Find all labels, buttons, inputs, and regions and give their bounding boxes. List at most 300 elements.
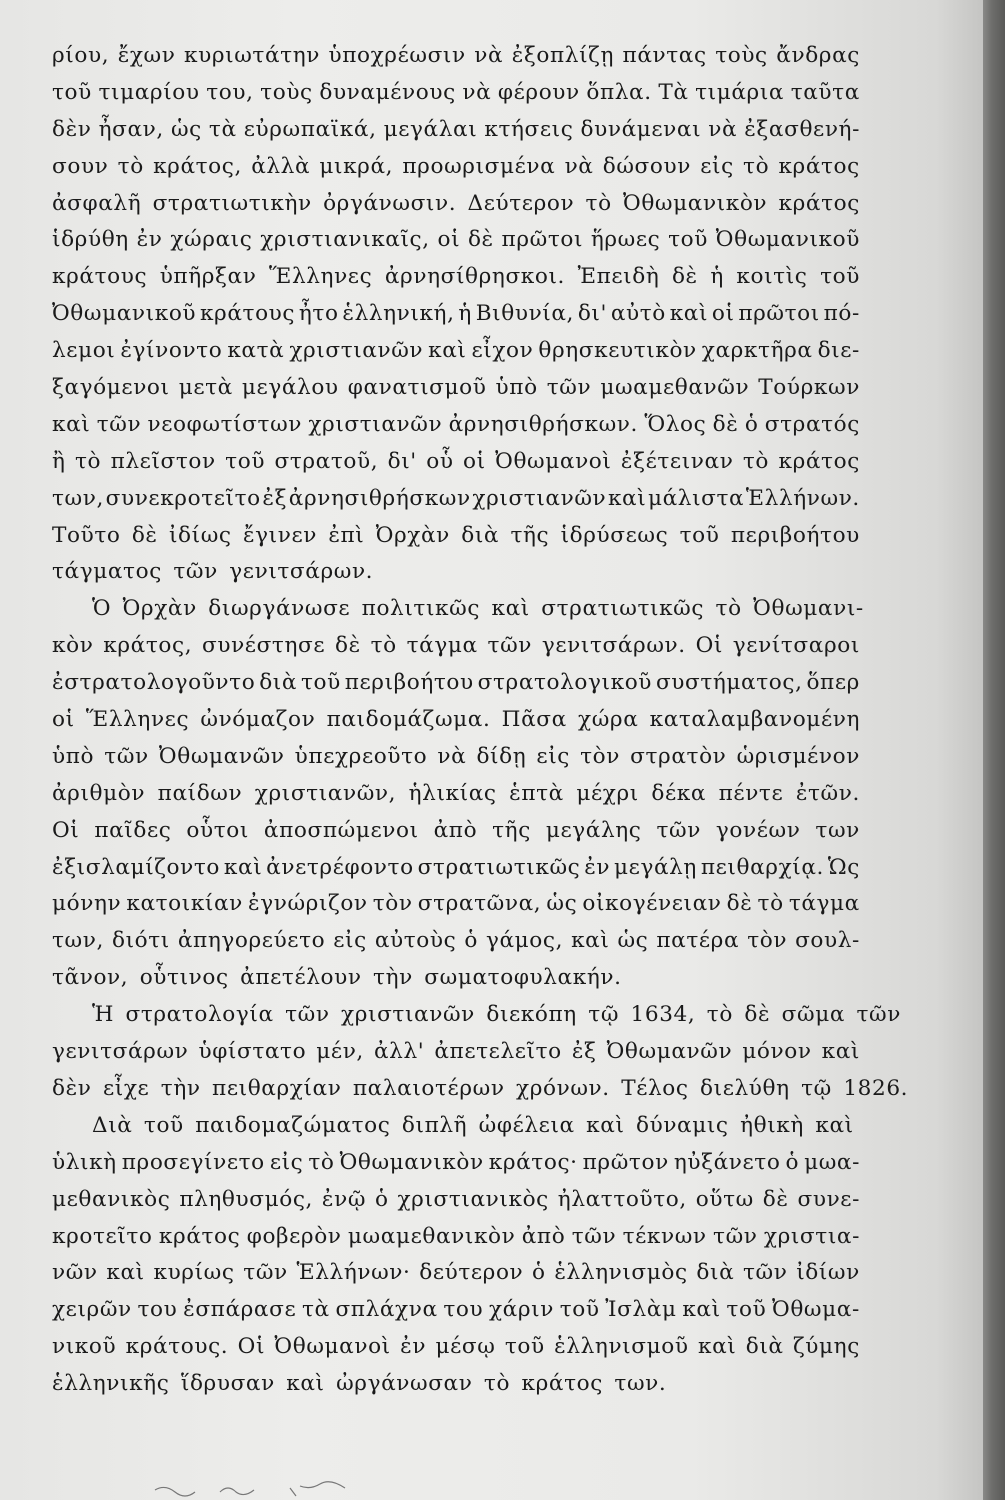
text-line	[52, 850, 860, 887]
word: ὑφίστατο	[198, 1039, 307, 1065]
text-line	[52, 518, 860, 555]
word: προσεγίνετο	[121, 1149, 265, 1175]
word: Ὀθωμανοὶ	[495, 448, 612, 474]
word: ὑποχρέωσιν	[328, 43, 466, 68]
word: δυναμένους	[319, 79, 456, 105]
text-line	[52, 739, 860, 776]
handwriting-marks	[150, 1478, 400, 1498]
text-line	[52, 333, 860, 370]
word: ἀπὸ	[521, 1223, 566, 1249]
text-line	[52, 1329, 860, 1366]
word: κὸν	[52, 633, 94, 659]
word: ἐξ	[571, 1039, 597, 1065]
word: τοῦ	[668, 227, 709, 253]
word: καὶ	[571, 928, 610, 954]
word: τὰ	[301, 1297, 330, 1323]
word: τὸ	[308, 1149, 335, 1175]
word: τῶν	[571, 1223, 617, 1249]
word: ἀπετελεῖτο	[434, 1039, 562, 1065]
word: ἔγινεν	[242, 522, 317, 548]
word: ὡς	[617, 928, 649, 954]
word: τῶν	[96, 411, 142, 437]
word: εἰς	[536, 743, 570, 769]
text-line	[52, 1034, 860, 1071]
word: διὰ	[745, 1334, 784, 1360]
word: εὐρωπαϊκά,	[243, 116, 377, 142]
word: δὲ	[131, 522, 158, 548]
text-line	[52, 702, 860, 739]
word: ἡλικίας	[408, 780, 497, 806]
word: ρίου,	[52, 43, 110, 68]
word: εἰς	[269, 1149, 304, 1175]
word: στρατὸν	[630, 743, 727, 769]
text-line	[52, 1292, 860, 1329]
word: μωαμεθανικὸν	[347, 1223, 516, 1249]
text-line-paragraph-start: Ὁ Ὀρχὰν διωργάνωσε πολιτικῶς καὶ στρατιωτικῶς τὸ Ὀθωμανι-	[92, 596, 864, 622]
word: οἱ	[463, 448, 486, 474]
word: ἐν	[400, 1334, 427, 1360]
text-line	[52, 813, 860, 850]
word: κοιτὶς	[736, 264, 808, 290]
word: Ὀθωμανῶν	[158, 743, 285, 769]
text-line-paragraph-start: Διὰ τοῦ παιδομαζώματος διπλῆ ὠφέλεια καὶ δύναμις ἠθικὴ καὶ	[92, 1112, 854, 1138]
word: ὡρισμένον	[736, 743, 860, 769]
word: νῶν	[52, 1260, 98, 1286]
word: μεγάλῃ	[614, 854, 697, 880]
word: τῶν	[743, 1260, 788, 1286]
word: μεθανικὸς	[52, 1186, 171, 1212]
text-line	[52, 628, 860, 665]
text-line	[52, 407, 860, 444]
word: Ὀθωμα-	[772, 1297, 860, 1323]
word: γενιτσάρων.	[541, 633, 686, 659]
word: εἶχον	[471, 338, 534, 364]
word: Ἕλληνες	[85, 707, 190, 733]
word: ἐτῶν.	[795, 780, 860, 806]
word: ἐγνώριζον	[248, 891, 368, 917]
text-line	[52, 296, 860, 333]
text-line	[52, 444, 860, 481]
word: δὲ	[467, 227, 494, 253]
word: κτήσεις	[484, 116, 574, 142]
word: ἰδίως	[168, 522, 232, 548]
word: ἐξοπλίζῃ	[511, 43, 614, 68]
word: ἀριθμὸν	[52, 780, 146, 806]
word: τῶν	[713, 1223, 758, 1249]
word: κράτους	[52, 264, 148, 290]
word: ὁ	[744, 411, 759, 437]
word: τὸ	[117, 153, 144, 179]
word: Ὀθωμανικοῦ	[52, 301, 197, 327]
word: γενιτσάρων	[52, 1039, 189, 1065]
word: τοῦ	[504, 1334, 545, 1360]
word: ἀλλ'	[373, 1039, 425, 1065]
word: Τοῦτο	[52, 522, 121, 548]
text-line	[52, 1219, 860, 1256]
word: οὕτω	[695, 1186, 754, 1212]
word: πρῶτον	[582, 1149, 669, 1175]
word: ὠνόμαζον	[200, 707, 316, 733]
text-line-paragraph-end: τᾶνον, οὗτινος ἀπετέλουν τὴν σωματοφυλακήν.	[52, 965, 622, 991]
word: μεγάλου	[241, 375, 339, 401]
word: γάμος,	[485, 928, 564, 954]
word: καὶ	[821, 1039, 860, 1065]
word: τῶν	[656, 817, 701, 843]
word: Οἱ	[695, 633, 723, 659]
word: δι'	[387, 448, 417, 474]
word: διὰ	[696, 1260, 735, 1286]
word: καταλαμβανομένη	[649, 707, 860, 733]
word: οὗ	[426, 448, 454, 474]
word: των,	[52, 928, 104, 954]
word: του	[137, 1297, 178, 1323]
word: νὰ	[564, 153, 594, 179]
text-line	[52, 1145, 860, 1182]
word: ὑλικὴ	[52, 1149, 117, 1175]
word: Ὡς	[827, 854, 860, 880]
word: δὲ	[726, 891, 753, 917]
word: δὲ	[762, 1186, 789, 1212]
word: κράτους.	[125, 1334, 229, 1360]
word: Ὀθωμανικὸν	[339, 1149, 484, 1175]
word: δυνάμεναι	[580, 116, 702, 142]
word: νὰ	[708, 116, 738, 142]
word: συστήματος,	[655, 670, 803, 696]
word: ἐξ	[262, 485, 288, 511]
word: Ὀθωμανικὸν	[623, 190, 768, 216]
word: Τούρκων	[758, 375, 860, 401]
word: αὐτοὺς	[374, 928, 457, 954]
word: ζύμης	[793, 1334, 860, 1360]
word: ἀρνησιθρήσκων.	[448, 411, 638, 437]
word: ξαγόμενοι	[52, 375, 170, 401]
word: συνέστησε	[202, 633, 326, 659]
word: ἐσπάρασε	[183, 1297, 297, 1323]
word: τάγμα	[788, 891, 860, 917]
word: μεγάλης	[545, 817, 642, 843]
word: ἀπηγορεύετο	[177, 928, 326, 954]
word: διὰ	[461, 522, 500, 548]
word: ἀποσπώμενοι	[263, 817, 419, 843]
word: ὅπερ	[806, 670, 860, 696]
text-line	[52, 38, 860, 75]
word: ὡς	[170, 116, 202, 142]
word: μόνον	[742, 1039, 812, 1065]
word: χειρῶν	[52, 1297, 132, 1323]
word: δὲ	[671, 264, 698, 290]
word: τὸ	[742, 448, 770, 474]
text-line	[52, 75, 860, 112]
word: Βιθυνία,	[475, 301, 575, 327]
word: ἐγίνοντο	[120, 338, 223, 364]
word: τὸν	[580, 743, 621, 769]
word: εἰς	[333, 928, 367, 954]
word: νὰ	[462, 79, 492, 105]
word: πληθυσμός,	[179, 1186, 313, 1212]
word: Ὀθωμανοὶ	[274, 1334, 391, 1360]
word: κράτος	[158, 1223, 241, 1249]
word: καὶ	[428, 338, 467, 364]
word: πάντας	[622, 43, 707, 68]
word: οἱ	[711, 301, 735, 327]
word: ὑπεχρεοῦτο	[294, 743, 428, 769]
word: ἑλληνική,	[342, 301, 455, 327]
word: τὸ	[585, 190, 612, 216]
word: πρῶτοι	[501, 227, 584, 253]
word: τιμαρίου	[98, 79, 200, 105]
word: ὁ	[785, 1149, 800, 1175]
word: χριστιανικαῖς,	[260, 227, 430, 253]
word: ἀπὸ	[433, 817, 478, 843]
word: ἑλληνισμὸς	[554, 1260, 688, 1286]
word: τοὺς	[260, 79, 313, 105]
word: κατοικίαν	[126, 891, 243, 917]
word: τέκνων	[622, 1223, 707, 1249]
word: χριστιανῶν	[289, 338, 424, 364]
word: δεύτερον	[419, 1260, 524, 1286]
word: μεγάλαι	[383, 116, 478, 142]
word: ἡ	[710, 264, 724, 290]
word: πρῶτοι	[738, 301, 820, 327]
word: χριστια-	[763, 1223, 860, 1249]
word: τὸν	[747, 928, 788, 954]
word: καὶ	[52, 411, 91, 437]
word: στρατολογικοῦ	[477, 670, 653, 696]
word: Δεύτερον	[467, 190, 575, 216]
word: στρατιωτικὴν	[152, 190, 312, 216]
word: συνεκροτεῖτο	[105, 485, 261, 511]
word: χριστιανῶν	[308, 411, 443, 437]
word: ἦτο	[298, 301, 339, 327]
word: ἀνετρέφοντο	[266, 854, 414, 880]
text-line	[52, 1255, 860, 1292]
word: Ἰσλὰμ	[605, 1297, 677, 1323]
word: νὰ	[437, 743, 467, 769]
word: οἱ	[52, 707, 75, 733]
word: ἱδρύθη	[52, 227, 129, 253]
word: τοῦ	[52, 79, 92, 105]
word: κυριωτάτην	[184, 43, 320, 68]
word: τῶν	[104, 743, 149, 769]
word: μάλιστα	[647, 485, 745, 511]
word: φέρουν	[497, 79, 580, 105]
word: σπλάχνα	[335, 1297, 438, 1323]
word: δὲ	[712, 411, 739, 437]
word: παιδομάζωμα.	[326, 707, 491, 733]
word: μέχρι	[576, 780, 639, 806]
word: μωα-	[804, 1149, 860, 1175]
word: διὰ	[259, 670, 298, 696]
word: ἄνδρας	[776, 43, 860, 68]
word: νικοῦ	[52, 1334, 117, 1360]
word: ἢ	[52, 448, 66, 474]
word: ἀλλὰ	[251, 153, 311, 179]
word: χώραις	[170, 227, 253, 253]
word: μωαμεθανῶν	[600, 375, 750, 401]
word: καὶ	[669, 301, 709, 327]
word: ὁ	[464, 928, 478, 954]
word: Πᾶσα	[501, 707, 567, 733]
word: καὶ	[697, 1334, 737, 1360]
word: τοὺς	[715, 43, 768, 68]
word: νὰ	[474, 43, 504, 68]
word: ἑλληνισμοῦ	[554, 1334, 689, 1360]
word: τὸ	[74, 448, 102, 474]
word: μικρά,	[319, 153, 394, 179]
word: ἠλαττοῦτο,	[557, 1186, 687, 1212]
word: κράτους	[199, 301, 296, 327]
word: ἐξέτειναν	[620, 448, 734, 474]
word: περιβοήτου	[730, 522, 860, 548]
word: ἐν	[584, 854, 611, 880]
word: στρατιωτικῶς	[417, 854, 581, 880]
text-line-paragraph-start: Ἡ στρατολογία τῶν χριστιανῶν διεκόπη τῷ 1634, τὸ δὲ σῶμα τῶν	[92, 1002, 901, 1028]
word: δι'	[577, 301, 608, 327]
word: ἀρνησίθρησκοι.	[384, 264, 566, 290]
word: κροτεῖτο	[52, 1223, 153, 1249]
word: ηὐξάνετο	[673, 1149, 781, 1175]
word: τῆς	[510, 522, 550, 548]
word: Ἐπειδὴ	[577, 264, 660, 290]
word: οὗτοι	[186, 817, 249, 843]
text-line-paragraph-end: τάγματος τῶν γενιτσάρων.	[52, 559, 374, 585]
word: πέντε	[718, 780, 784, 806]
word: χάριν	[488, 1297, 554, 1323]
word: νεοφωτίστων	[147, 411, 303, 437]
word: εἰς	[700, 153, 734, 179]
word: τῆς	[492, 817, 531, 843]
word: ὁ	[374, 1186, 389, 1212]
word: πειθαρχίᾳ.	[700, 854, 824, 880]
word: τὸ	[757, 891, 784, 917]
word: πατέρα	[656, 928, 740, 954]
word: κράτος	[778, 190, 860, 216]
word: ἐπὶ	[328, 522, 365, 548]
word: διότι	[111, 928, 170, 954]
word: γονέων	[715, 817, 801, 843]
word: σουλ-	[795, 928, 860, 954]
word: των	[815, 817, 860, 843]
word: συνε-	[797, 1186, 860, 1212]
word: Ὀθωμανικοῦ	[715, 227, 860, 253]
word: κράτος,	[153, 153, 242, 179]
word: τῶν	[487, 633, 533, 659]
text-line-paragraph-end: ἑλληνικῆς ἵδρυσαν καὶ ὠργάνωσαν τὸ κράτος των.	[52, 1371, 667, 1397]
word: τὸ	[370, 633, 397, 659]
text-line	[52, 370, 860, 407]
word: ὑπῆρξαν	[159, 264, 257, 290]
word: ὀργάνωσιν.	[323, 190, 457, 216]
word: μέσῳ	[435, 1334, 496, 1360]
text-line	[52, 149, 860, 186]
word: χριστιανῶν,	[254, 780, 397, 806]
word: κράτος	[778, 153, 860, 179]
text-line	[52, 776, 860, 813]
text-line	[52, 186, 860, 223]
word: λεμοι	[52, 338, 116, 364]
word: σουν	[52, 153, 109, 179]
word: Ἑλλήνων.	[745, 485, 860, 511]
text-line	[52, 481, 860, 518]
word: ἔχων	[117, 43, 176, 68]
word: τοῦ	[559, 1297, 600, 1323]
text-line	[52, 665, 860, 702]
word: θρησκευτικὸν	[538, 338, 697, 364]
word: μόνην	[52, 891, 122, 917]
word: οἱ	[437, 227, 461, 253]
word: δὲ	[335, 633, 361, 659]
word: τὰ	[208, 116, 237, 142]
word: Τὰ	[658, 79, 689, 105]
text-line	[52, 923, 860, 960]
text-line	[52, 886, 860, 923]
word: στρατοῦ,	[274, 448, 379, 474]
word: τοῦ	[679, 522, 720, 548]
word: μέν,	[316, 1039, 364, 1065]
word: Οἱ	[237, 1334, 266, 1360]
word: ἡ	[458, 301, 472, 327]
word: στρατός	[764, 411, 860, 437]
word: Ὀθωμανῶν	[606, 1039, 733, 1065]
word: τοῦ	[225, 448, 266, 474]
word: του	[443, 1297, 484, 1323]
word: τοῦ	[300, 670, 341, 696]
word: αὐτὸ	[610, 301, 666, 327]
word: κατὰ	[227, 338, 285, 364]
text-line	[52, 112, 860, 149]
word: κυρίως	[153, 1260, 235, 1286]
word: καὶ	[106, 1260, 145, 1286]
word: Ὅλος	[644, 411, 707, 437]
word: ὅπλα.	[586, 79, 652, 105]
word: τῶν	[243, 1260, 288, 1286]
word: δὲν	[52, 116, 92, 142]
word: ὑπὸ	[52, 743, 95, 769]
word: περιβοήτου	[344, 670, 474, 696]
word: ἐνῷ	[321, 1186, 367, 1212]
word: ὁ	[532, 1260, 546, 1286]
word: στρατῶνα,	[417, 891, 542, 917]
word: πλεῖστον	[110, 448, 216, 474]
word: κράτος·	[488, 1149, 578, 1175]
text-line	[52, 1182, 860, 1219]
word: ἐξασθενή-	[744, 116, 860, 142]
word: τὸν	[372, 891, 413, 917]
word: ἦσαν,	[98, 116, 164, 142]
word: ἥρωες	[590, 227, 661, 253]
word: ταῦτα	[790, 79, 860, 105]
word: τιμάρια	[695, 79, 785, 105]
word: ἐστρατολογοῦντο	[52, 670, 256, 696]
page-text	[52, 38, 909, 1403]
word: κράτος,	[103, 633, 193, 659]
word: δίδῃ	[476, 743, 527, 769]
word: τοῦ	[726, 1297, 767, 1323]
word: προωρισμένα	[402, 153, 556, 179]
word: ἐν	[136, 227, 163, 253]
word: ἀσφαλῆ	[52, 190, 142, 216]
text-line	[52, 259, 860, 296]
word: γενίτσαροι	[732, 633, 860, 659]
word: παῖδες	[94, 817, 172, 843]
word: διε-	[817, 338, 860, 364]
word: Ὀρχὰν	[375, 522, 450, 548]
word: ἐξισλαμίζοντο	[52, 854, 221, 880]
word: Ἑλλήνων·	[296, 1260, 411, 1286]
word: χριστιανικὸς	[397, 1186, 549, 1212]
word: φανατισμοῦ	[347, 375, 487, 401]
word: χώρα	[578, 707, 639, 733]
